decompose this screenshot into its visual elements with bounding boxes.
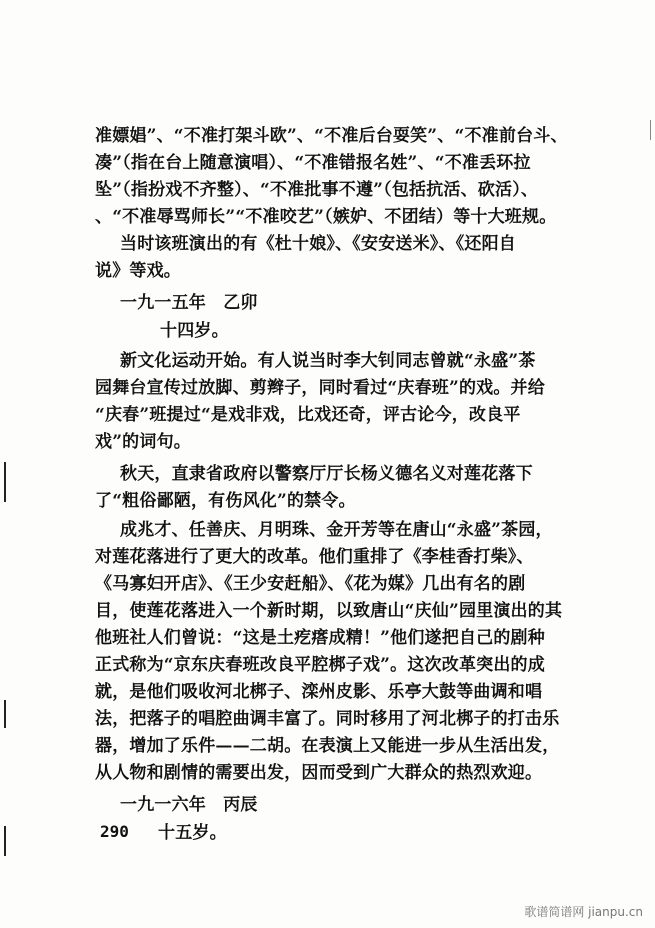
scan-edge-mark: [650, 120, 651, 140]
text-line: 目，使莲花落进入一个新时期，以致唐山“庆仙”园里演出的其: [95, 601, 563, 621]
text-line: 园舞台宣传过放脚、剪辫子，同时看过“庆春班”的戏。并给: [95, 378, 545, 398]
scan-edge-mark: [4, 700, 6, 728]
scan-edge-mark: [4, 462, 6, 502]
text-line: 当时该班演出的有《杜十娘》、《安安送米》、《还阳自: [120, 234, 516, 254]
text-line: 、“不准辱骂师长”“不准咬艺”（嫉妒、不团结）等十大班规。: [95, 207, 557, 227]
age-line: 十五岁。: [158, 823, 227, 843]
text-line: 秋天，直隶省政府以警察厅厅长杨义德名义对莲花落下: [120, 464, 533, 484]
text-line: 《马寡妇开店》、《王少安赶船》、《花为媒》几出有名的剧: [95, 574, 526, 594]
text-line: 从人物和剧情的需要出发，因而受到广大群众的热烈欢迎。: [95, 763, 543, 783]
text-line: 戏”的词句。: [95, 432, 191, 452]
text-line: 他班社人们曾说：“这是土疙瘩成精！”他们遂把自己的剧种: [95, 628, 545, 648]
text-line: 坠”（指扮戏不齐整）、“不准批事不遵”（包括抗活、砍活）、: [95, 180, 539, 200]
year-heading: 一九一五年 乙卯: [120, 293, 258, 313]
text-line: 凑”（指在台上随意演唱）、“不准错报名姓”、“不准丢环拉: [95, 153, 531, 173]
page-number: 290: [100, 822, 129, 841]
text-line: 对莲花落进行了更大的改革。他们重排了《李桂香打柴》、: [95, 547, 534, 567]
year-heading: 一九一六年 丙辰: [120, 795, 258, 815]
text-line: 就，是他们吸收河北梆子、滦州皮影、乐亭大鼓等曲调和唱: [95, 682, 543, 702]
text-line: 器，增加了乐件——二胡。在表演上又能进一步从生活出发，: [95, 736, 560, 756]
text-line: 正式称为“京东庆春班改良平腔梆子戏”。这次改革突出的成: [95, 655, 545, 675]
text-line: 法，把落子的唱腔曲调丰富了。同时移用了河北梆子的打击乐: [95, 709, 560, 729]
text-line: “庆春”班提过“是戏非戏，比戏还奇，评古论今，改良平: [95, 405, 521, 425]
age-line: 十四岁。: [160, 321, 229, 341]
text-line: 说》等戏。: [95, 261, 181, 281]
watermark: 歌谱简谱网 jianpu.cn: [524, 905, 643, 919]
text-line: 了“粗俗鄙陋，有伤风化”的禁令。: [95, 491, 356, 511]
text-line: 成兆才、任善庆、月明珠、金开芳等在唐山“永盛”茶园，: [120, 520, 553, 540]
text-line: 准嫖娼”、“不准打架斗欧”、“不准后台耍笑”、“不准前台斗、: [95, 126, 568, 146]
scan-edge-mark: [4, 826, 6, 856]
text-line: 新文化运动开始。有人说当时李大钊同志曾就“永盛”茶: [120, 351, 536, 371]
